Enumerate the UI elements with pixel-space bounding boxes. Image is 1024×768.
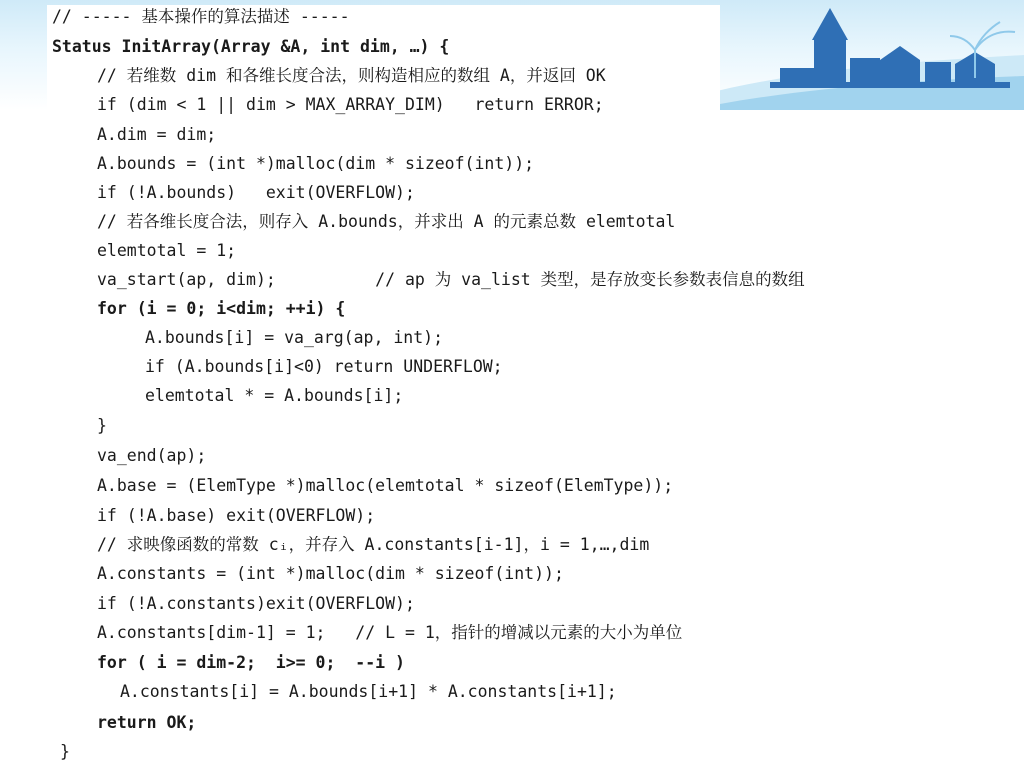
code-line: A.bounds = (int *)malloc(dim * sizeof(int)); (97, 154, 535, 173)
code-line: A.bounds[i] = va_arg(ap, int); (145, 328, 444, 347)
code-line: if (dim < 1 || dim > MAX_ARRAY_DIM) return ERROR; (97, 95, 604, 114)
code-line: } (97, 416, 107, 435)
code-line: elemtotal = 1; (97, 241, 237, 260)
code-line: // 若维数 dim 和各维长度合法，则构造相应的数组 A，并返回 OK (97, 66, 606, 85)
code-line: // ----- 基本操作的算法描述 ----- (52, 7, 350, 26)
code-line: for ( i = dim-2; i>= 0; --i ) (97, 653, 405, 672)
code-line: A.dim = dim; (97, 125, 217, 144)
code-line: if (A.bounds[i]<0) return UNDERFLOW; (145, 357, 503, 376)
code-line: A.constants[i] = A.bounds[i+1] * A.constants[i+1]; (120, 682, 617, 701)
code-line: A.constants[dim-1] = 1; // L = 1，指针的增减以元素的大小为单位 (97, 623, 683, 642)
code-line: if (!A.base) exit(OVERFLOW); (97, 506, 376, 525)
code-line: return OK; (97, 713, 197, 732)
code-line: va_end(ap); (97, 446, 207, 465)
code-line: if (!A.bounds) exit(OVERFLOW); (97, 183, 415, 202)
code-line: for (i = 0; i<dim; ++i) { (97, 299, 346, 318)
code-line: if (!A.constants)exit(OVERFLOW); (97, 594, 415, 613)
code-line: va_start(ap, dim); // ap 为 va_list 类型，是存放变长参数表信息的数组 (97, 270, 805, 289)
code-line: // 若各维长度合法，则存入 A.bounds，并求出 A 的元素总数 elemtotal (97, 212, 676, 231)
code-line: // 求映像函数的常数 cᵢ，并存入 A.constants[i-1]，i = 1,…,dim (97, 535, 650, 554)
code-line: Status InitArray(Array &A, int dim, …) { (52, 37, 450, 56)
code-line: A.base = (ElemType *)malloc(elemtotal * sizeof(ElemType)); (97, 476, 674, 495)
code-line: A.constants = (int *)malloc(dim * sizeof(int)); (97, 564, 564, 583)
code-line: } (60, 742, 70, 761)
code-line: elemtotal * = A.bounds[i]; (145, 386, 404, 405)
